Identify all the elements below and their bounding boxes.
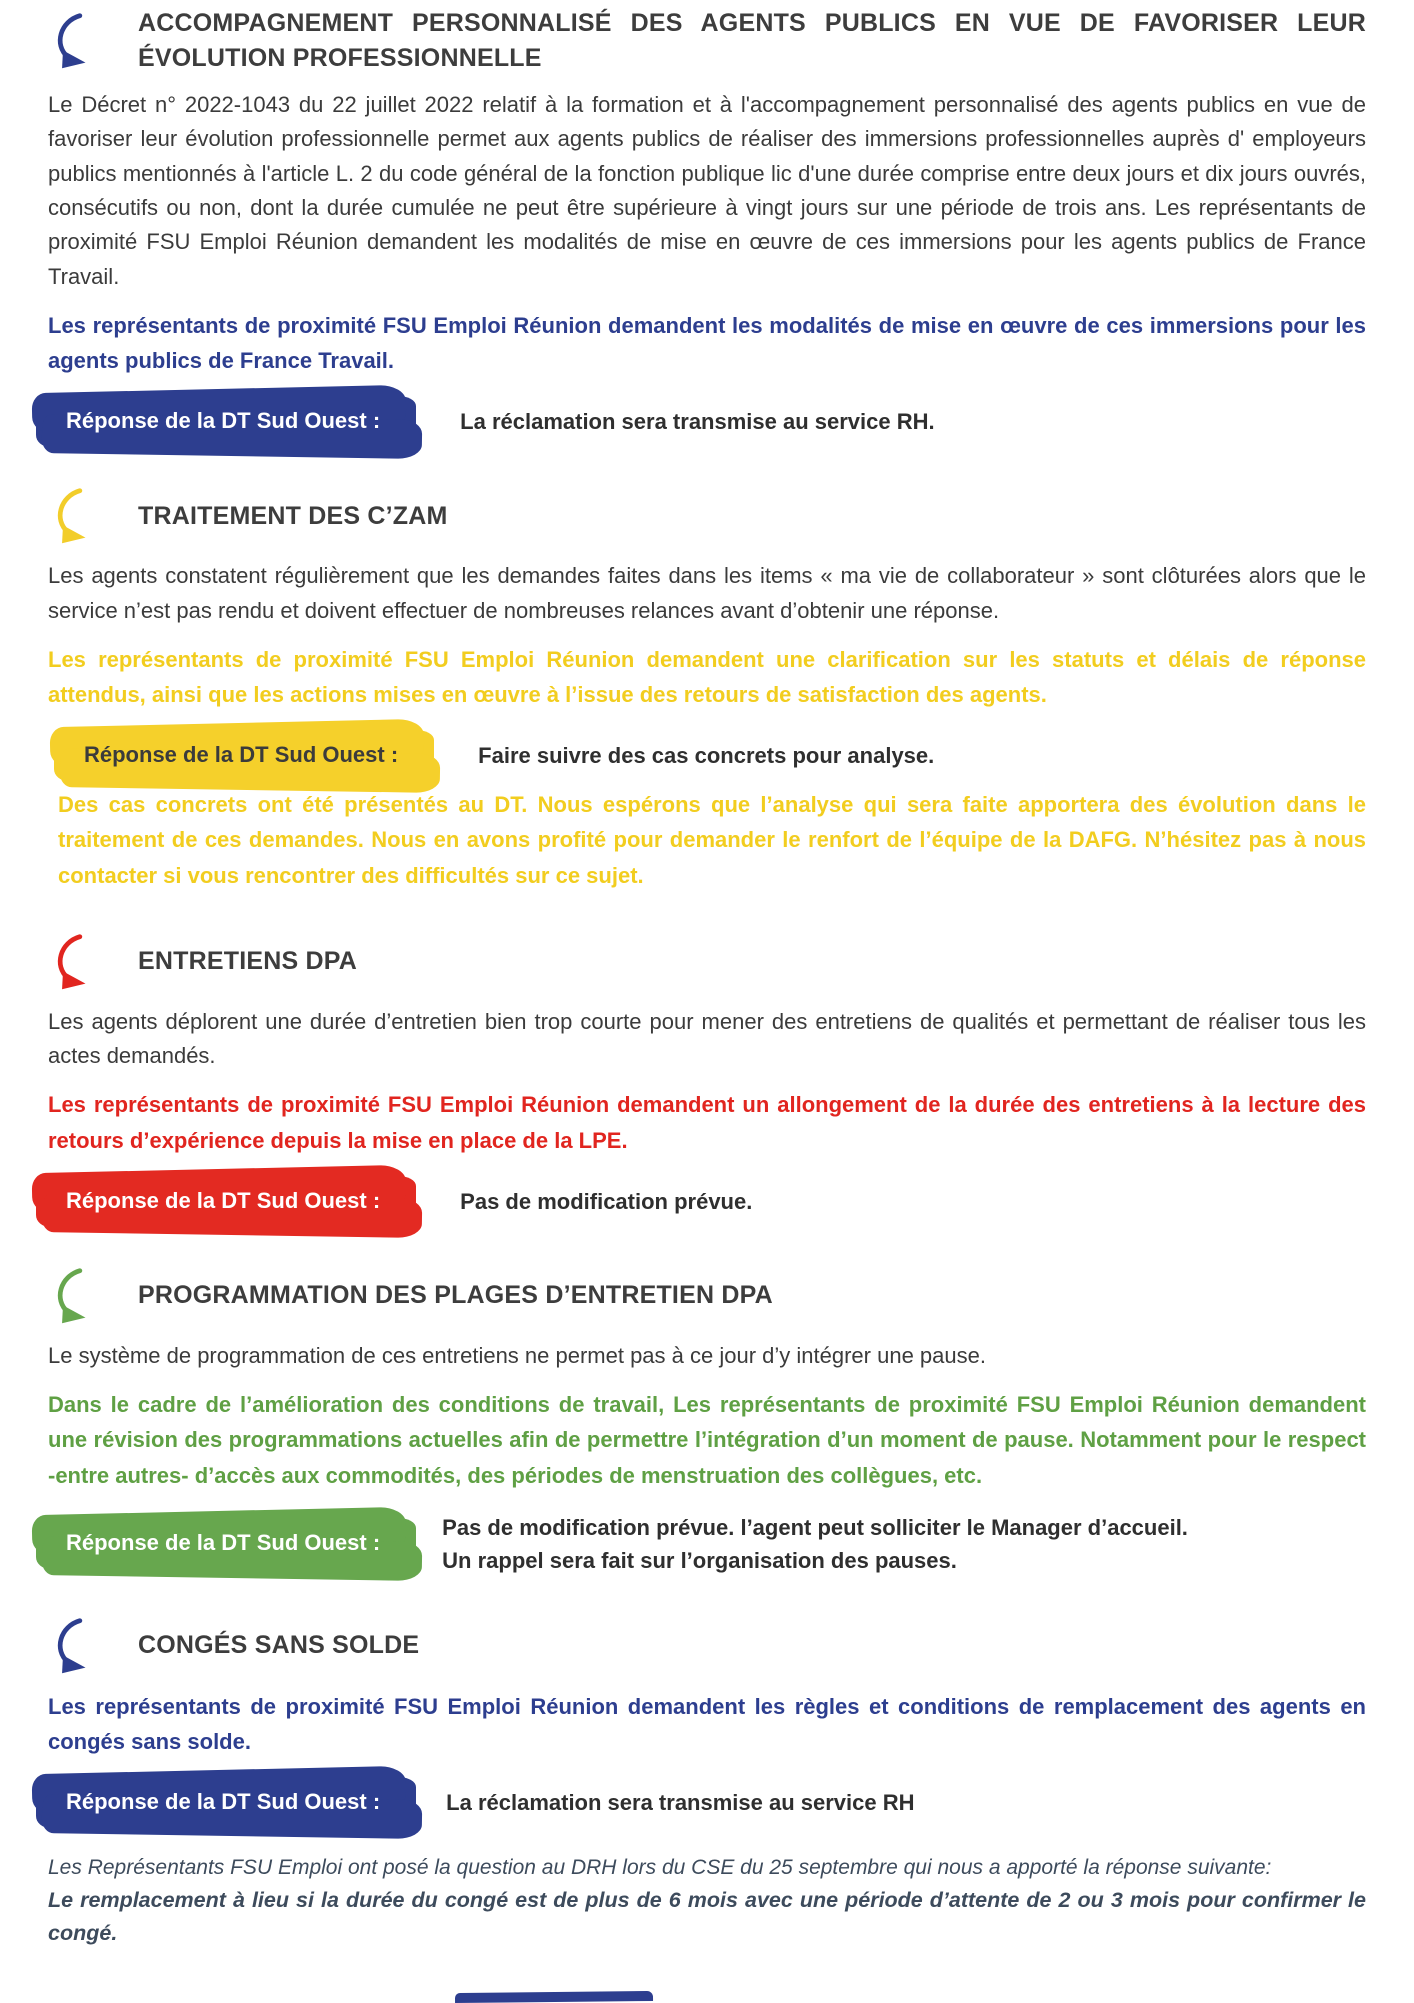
response-text: La réclamation sera transmise au service RH bbox=[446, 1790, 915, 1816]
response-text: Pas de modification prévue. bbox=[460, 1188, 753, 1214]
response-text: La réclamation sera transmise au service RH. bbox=[460, 409, 935, 435]
body-paragraph: Les agents constatent régulièrement que les demandes faites dans les items « ma vie de collaborateur » sont clôturées alors que le service n’est pas rendu et doivent effectuer de nombreuses relances avant d’obtenir une réponse. bbox=[48, 563, 1366, 623]
footnote bbox=[48, 1852, 1366, 1950]
demand-paragraph: Les représentants de proximité FSU Emploi Réunion demandent un allongement de la durée des entretiens à la lecture des retours d’expérience depuis la mise en place de la LPE. bbox=[48, 1092, 1366, 1153]
section-header bbox=[48, 485, 1366, 547]
response-label: Réponse de la DT Sud Ouest : bbox=[36, 1777, 416, 1828]
section-entretiens-dpa bbox=[48, 931, 1366, 1227]
extra-paragraph: Des cas concrets ont été présentés au DT. Nous espérons que l’analyse qui sera faite apportera des évolution dans le traitement de ces demandes. Nous en avons profité pour demander le renfort de l’équipe de la DAFG. N’hésitez pas à nous contacter si vous rencontrer des difficultés sur ce sujet. bbox=[58, 792, 1366, 888]
section-title: TRAITEMENT DES C’ZAM bbox=[138, 501, 448, 530]
response-label: Réponse de la DT Sud Ouest : bbox=[36, 1518, 416, 1569]
demand-paragraph: Les représentants de proximité FSU Emploi Réunion demandent une clarification sur les statuts et délais de réponse attendus, ainsi que les actions mises en œuvre à l’issue des retours de satisfaction des agents. bbox=[48, 646, 1366, 708]
response-row bbox=[36, 1176, 1366, 1227]
demand-paragraph: Les représentants de proximité FSU Emploi Réunion demandent les modalités de mise en œuvre de ces immersions pour les agents publics de France Travail. bbox=[48, 312, 1366, 374]
response-line: Un rappel sera fait sur l’organisation des pauses. bbox=[442, 1547, 957, 1573]
section-conges-sans-solde bbox=[48, 1615, 1366, 1951]
curved-arrow-icon bbox=[48, 1615, 108, 1677]
curved-arrow-icon bbox=[48, 485, 108, 547]
response-row bbox=[36, 396, 1366, 447]
section-header bbox=[48, 1615, 1366, 1677]
section-title: PROGRAMMATION DES PLAGES D’ENTRETIEN DPA bbox=[138, 1281, 773, 1310]
response-line: Pas de modification prévue. l’agent peut solliciter le Manager d’accueil. bbox=[442, 1514, 1188, 1540]
section-header bbox=[48, 6, 1366, 76]
demand-paragraph: Dans le cadre de l’amélioration des conditions de travail, Les représentants de proximité FSU Emploi Réunion demandent une révision des programmations actuelles afin de permettre l’intégration d’un moment de pause. Notamment pour le respect -entre autres- d’accès aux commodités, des périodes de menstruation des collègues, etc. bbox=[48, 1392, 1366, 1488]
section-title: CONGÉS SANS SOLDE bbox=[138, 1631, 420, 1660]
response-label: Réponse de la DT Sud Ouest : bbox=[54, 730, 434, 781]
footnote-intro: Les Représentants FSU Emploi ont posé la question au DRH lors du CSE du 25 septembre qui nous a apporté la réponse suivante: bbox=[48, 1856, 1272, 1880]
section-header bbox=[48, 931, 1366, 993]
section-title: ACCOMPAGNEMENT PERSONNALISÉ DES AGENTS PUBLICS EN VUE DE FAVORISER LEUR ÉVOLUTION PROFESSIONNELLE bbox=[138, 9, 1366, 72]
footnote-detail: Le remplacement à lieu si la durée du congé est de plus de 6 mois avec une période d’attente de 2 ou 3 mois pour confirmer le congé. bbox=[48, 1887, 1366, 1945]
partial-brush-bar bbox=[455, 1991, 653, 2003]
section-header bbox=[48, 1265, 1366, 1327]
curved-arrow-icon bbox=[48, 10, 108, 72]
section-title: ENTRETIENS DPA bbox=[138, 947, 358, 976]
response-row bbox=[54, 730, 1366, 781]
response-label: Réponse de la DT Sud Ouest : bbox=[36, 396, 416, 447]
curved-arrow-icon bbox=[48, 1265, 108, 1327]
section-programmation-plages bbox=[48, 1265, 1366, 1577]
response-row bbox=[36, 1511, 1366, 1577]
response-text: Faire suivre des cas concrets pour analyse. bbox=[478, 743, 935, 769]
demand-paragraph: Les représentants de proximité FSU Emploi Réunion demandent les règles et conditions de remplacement des agents en congés sans solde. bbox=[48, 1693, 1366, 1754]
response-row bbox=[36, 1777, 1366, 1828]
response-text bbox=[442, 1511, 1188, 1577]
curved-arrow-icon bbox=[48, 931, 108, 993]
section-czam bbox=[48, 485, 1366, 893]
body-paragraph: Les agents déplorent une durée d’entretien bien trop courte pour mener des entretiens de qualités et permettant de réaliser tous les actes demandés. bbox=[48, 1008, 1366, 1069]
body-paragraph: Le système de programmation de ces entretiens ne permet pas à ce jour d’y intégrer une pause. bbox=[48, 1342, 986, 1368]
response-label: Réponse de la DT Sud Ouest : bbox=[36, 1176, 416, 1227]
body-paragraph: Le Décret n° 2022-1043 du 22 juillet 2022 relatif à la formation et à l'accompagnement personnalisé des agents publics en vue de favoriser leur évolution professionnelle permet aux agents publics de réaliser des immersions professionnelles auprès d' employeurs publics mentionnés à l'article L. 2 du code général de la fonction publique lic d'une durée comprise entre deux jours et dix jours ouvrés, consécutifs ou non, dont la durée cumulée ne peut être supérieure à vingt jours sur une période de trois ans. Les représentants de proximité FSU Emploi Réunion demandent les modalités de mise en œuvre de ces immersions pour les agents publics de France Travail. bbox=[48, 92, 1366, 289]
section-accompagnement bbox=[48, 6, 1366, 447]
